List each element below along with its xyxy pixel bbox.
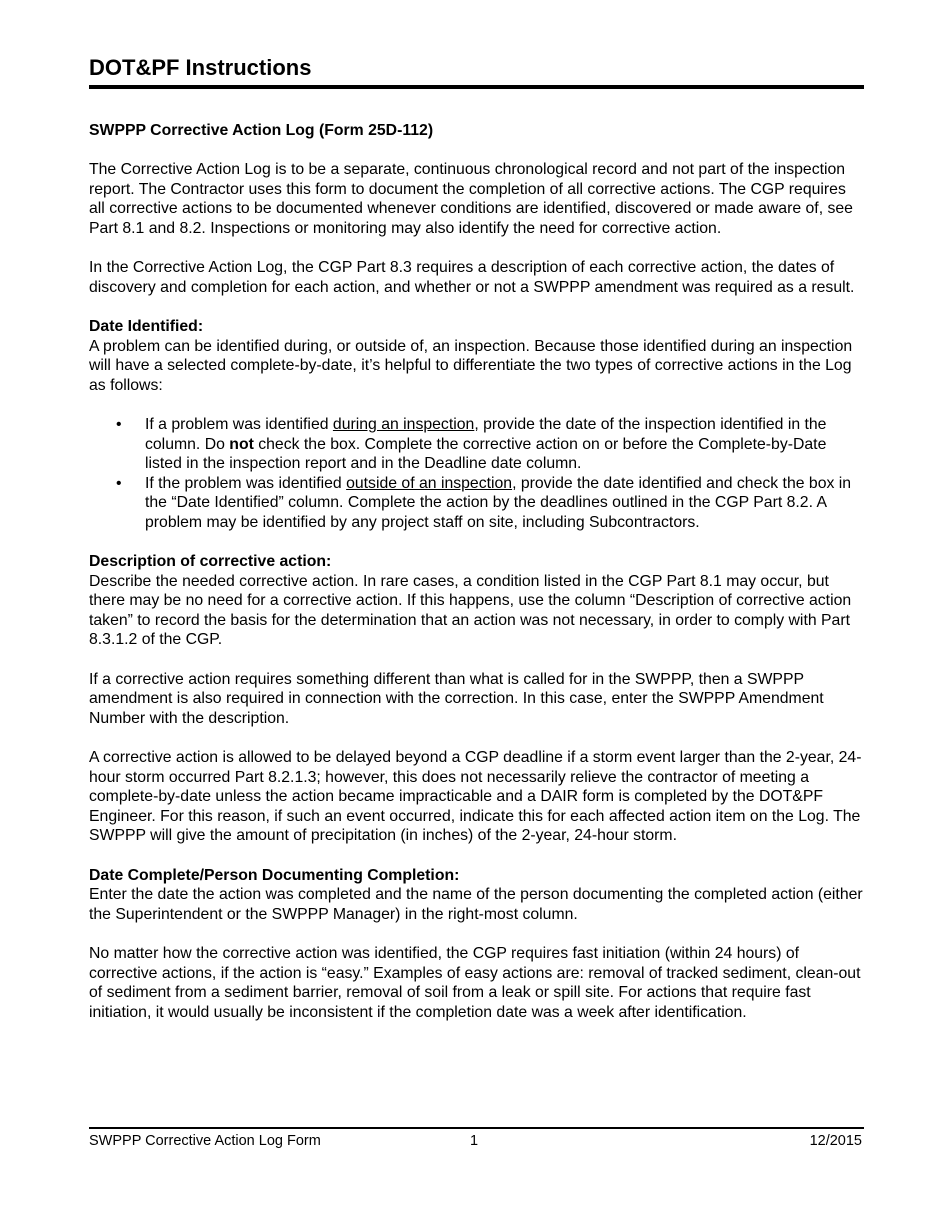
description-paragraph-2: If a corrective action requires something different than what is called for in the SWPPP, then a SWPPP amendment is also required in connection with the correction. In this case, enter the SWPPP Amendment Number with the description. bbox=[89, 670, 824, 727]
intro-paragraph-1: The Corrective Action Log is to be a separate, continuous chronological record and not part of the inspection report. The Contractor uses this form to document the completion of all corrective actions. The CGP requires all corrective actions to be documented whenever conditions are identified, discovered or made aware of, see Part 8.1 and 8.2. Inspections or monitoring may also identify the need for corrective action. bbox=[89, 161, 853, 237]
completion-paragraph-1: Enter the date the action was completed and the name of the person documenting the completed action (either the Superintendent or the SWPPP Manager) in the right-most column. bbox=[89, 886, 863, 923]
completion-paragraph-2: No matter how the corrective action was identified, the CGP requires fast initiation (within 24 hours) of corrective actions, if the action is “easy.” Examples of easy actions are: removal of tracked sediment, clean-out of sediment from a sediment barrier, removal of soil from a leak or spill site. For actions that require fast initiation, it would usually be inconsistent if the completion date was a week after identification. bbox=[89, 944, 861, 1021]
footer-form-name: SWPPP Corrective Action Log Form bbox=[89, 1133, 321, 1149]
title-divider bbox=[89, 85, 864, 89]
underlined-phrase: during an inspection bbox=[332, 415, 475, 433]
bold-word: not bbox=[229, 435, 254, 453]
page-title: DOT&PF Instructions bbox=[89, 55, 312, 80]
description-heading: Description of corrective action: bbox=[89, 553, 332, 571]
completion-heading: Date Complete/Person Documenting Completion: bbox=[89, 866, 460, 884]
list-item: • If a problem was identified during an inspection, provide the date of the inspection identified in the column. Do not check the box. Complete the corrective action on or before the Complete-by-Date listed in the inspection report and in the Deadline date column. bbox=[116, 415, 827, 473]
date-identified-heading: Date Identified: bbox=[89, 317, 204, 335]
date-identified-bullet-list bbox=[89, 415, 864, 533]
date-identified-text: A problem can be identified during, or outside of, an inspection. Because those identified during an inspection will have a selected complete-by-date, it’s helpful to differentiate the two types of corrective actions in the Log as follows: bbox=[89, 337, 853, 394]
document-body bbox=[89, 121, 864, 1042]
intro-paragraph-2: In the Corrective Action Log, the CGP Part 8.3 requires a description of each corrective action, the dates of discovery and completion for each action, and whether or not a SWPPP amendment was required as a result. bbox=[89, 259, 855, 296]
list-item: • If the problem was identified outside of an inspection, provide the date identified and check the box in the “Date Identified” column. Complete the action by the deadlines outlined in the CGP Part 8.2. A problem may be identified by any project staff on site, including Subcontractors. bbox=[116, 474, 852, 531]
section-title: SWPPP Corrective Action Log (Form 25D-112) bbox=[89, 122, 434, 139]
bullet-icon: • bbox=[116, 474, 122, 492]
underlined-phrase: outside of an inspection bbox=[346, 474, 513, 492]
footer-divider bbox=[89, 1127, 864, 1129]
footer-date: 12/2015 bbox=[809, 1133, 862, 1149]
footer-page-number: 1 bbox=[470, 1133, 479, 1149]
description-paragraph-1: Describe the needed corrective action. In rare cases, a condition listed in the CGP Part 8.1 may occur, but there may be no need for a corrective action. If this happens, use the column “Description of corrective action taken” to record the basis for the determination that an action was not necessary, in order to comply with Part 8.3.1.2 of the CGP. bbox=[89, 572, 852, 649]
bullet-icon: • bbox=[116, 415, 122, 433]
description-paragraph-3: A corrective action is allowed to be delayed beyond a CGP deadline if a storm event larger than the 2-year, 24-hour storm occurred Part 8.2.1.3; however, this does not necessarily relieve the contractor of meeting a complete-by-date unless the action became impracticable and a DAIR form is completed by the DOT&PF Engineer. For this reason, if such an event occurred, indicate this for each affected action item on the Log. The SWPPP will give the amount of precipitation (in inches) of the 2-year, 24-hour storm. bbox=[89, 749, 862, 845]
